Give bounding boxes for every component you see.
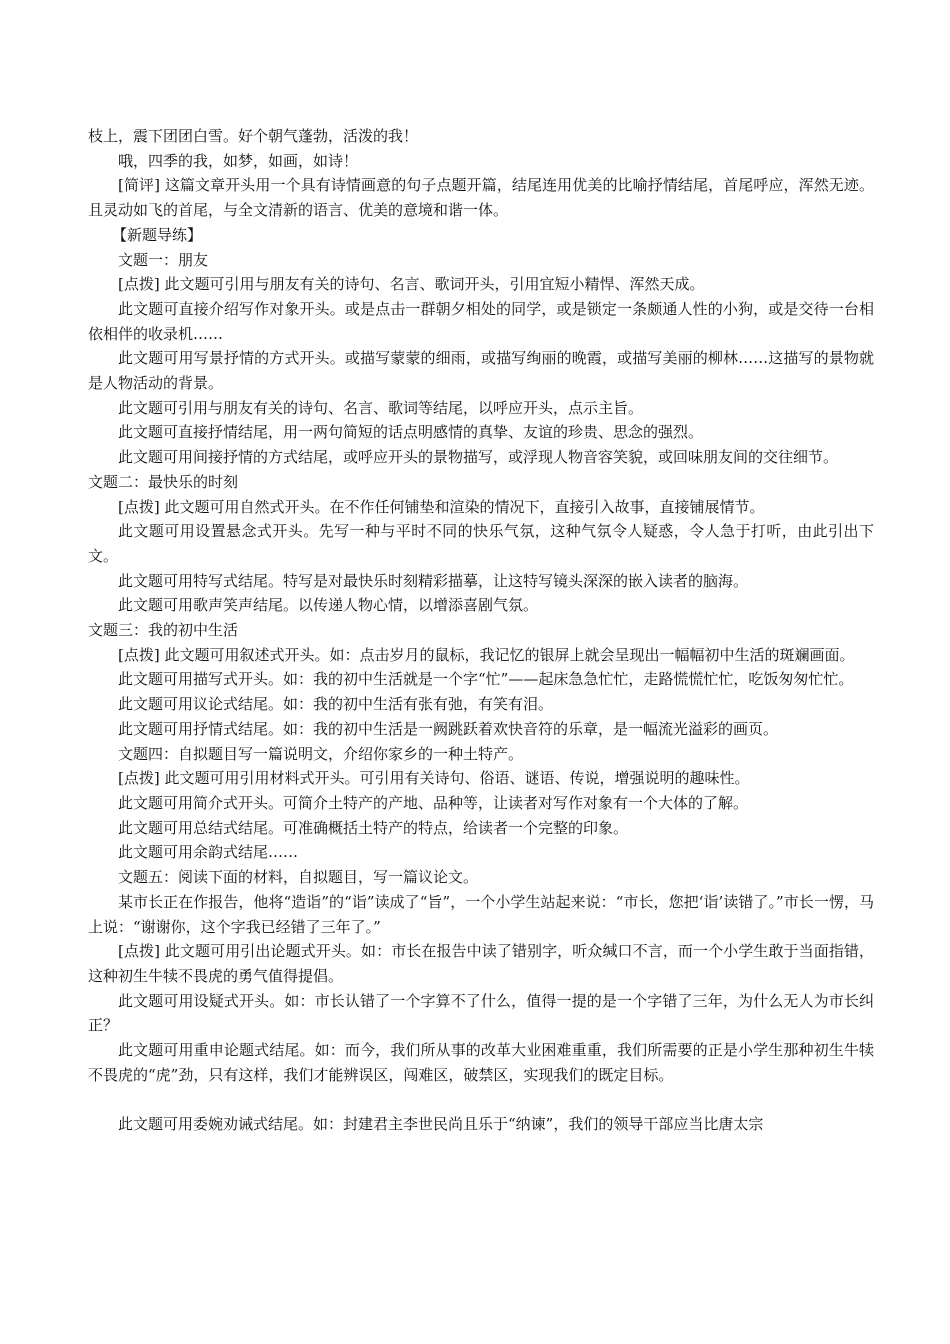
paragraph: 此文题可用委婉劝诫式结尾。如：封建君主李世民尚且乐于“纳谏”，我们的领导干部应当比唐太宗 [118, 1115, 764, 1134]
paragraph: 文题四：自拟题目写一篇说明文，介绍你家乡的一种土特产。 [118, 744, 524, 763]
paragraph: 哦，四季的我，如梦，如画，如诗！ [118, 151, 359, 170]
paragraph: 此文题可用抒情式结尾。如：我的初中生活是一阙跳跃着欢快音符的乐章，是一幅流光溢彩的画页。 [118, 719, 779, 738]
paragraph: [简评] 这篇文章开头用一个具有诗情画意的句子点题开篇，结尾连用优美的比喻抒情结尾，首尾呼应，浑然无迹。且灵动如飞的首尾，与全文清新的语言、优美的意境和谐一体。 [88, 176, 874, 220]
blank-line [88, 1087, 874, 1112]
paragraph: 此文题可用设疑式开头。如：市长认错了一个字算不了什么，值得一提的是一个字错了三年，为什么无人为市长纠正？ [88, 991, 874, 1035]
paragraph: 此文题可引用与朋友有关的诗句、名言、歌词等结尾，以呼应开头，点示主旨。 [118, 398, 644, 417]
paragraph: 此文题可用余韵式结尾…… [118, 843, 299, 862]
paragraph: 此文题可用描写式开头。如：我的初中生活就是一个字“忙”——起床急急忙忙，走路慌慌忙忙，吃饭匆匆忙忙。 [118, 670, 854, 689]
paragraph: [点拨] 此文题可用引用材料式开头。可引用有关诗句、俗语、谜语、传说，增强说明的趣味性。 [118, 769, 750, 788]
paragraph: 此文题可用设置悬念式开头。先写一种与平时不同的快乐气氛，这种气氛令人疑惑，令人急于打听，由此引出下文。 [88, 522, 874, 565]
section-heading: 【新题导练】 [112, 225, 203, 244]
paragraph: 此文题可用特写式结尾。特写是对最快乐时刻精彩描摹，让这特写镜头深深的嵌入读者的脑海。 [118, 571, 749, 590]
paragraph: 此文题可用重申论题式结尾。如：而今，我们所从事的改革大业困难重重，我们所需要的正是小学生那种初生牛犊不畏虎的“虎”劲，只有这样，我们才能辨误区，闯难区，破禁区，实现我们的既定目标。 [88, 1041, 874, 1084]
paragraph: 此文题可用间接抒情的方式结尾，或呼应开头的景物描写，或浮现人物音容笑貌，或回味朋友间的交往细节。 [118, 448, 839, 467]
paragraph: 此文题可用议论式结尾。如：我的初中生活有张有弛，有笑有泪。 [118, 695, 554, 714]
paragraph: [点拨] 此文题可用自然式开头。在不作任何铺垫和渲染的情况下，直接引入故事，直接铺展情节。 [118, 497, 765, 516]
paragraph: 文题二：最快乐的时刻 [88, 472, 239, 491]
paragraph: 文题五：阅读下面的材料，自拟题目，写一篇议论文。 [118, 868, 479, 887]
paragraph: 文题一：朋友 [118, 250, 209, 269]
document-body [88, 124, 874, 1137]
paragraph: 枝上，震下团团白雪。好个朝气蓬勃，活泼的我！ [88, 127, 419, 145]
paragraph: 此文题可直接介绍写作对象开头。或是点击一群朝夕相处的同学，或是锁定一条颇通人性的小狗，或是交待一台相依相伴的收录机…… [88, 299, 874, 343]
paragraph: 某市长正在作报告，他将“造诣”的“诣”读成了“旨”，一个小学生站起来说：“市长，您把‘诣’读错了。”市长一愣，马上说：“谢谢你，这个字我已经错了三年了。” [88, 892, 874, 936]
paragraph: [点拨] 此文题可用引出论题式开头。如：市长在报告中读了错别字，听众缄口不言，而一个小学生敢于当面指错，这种初生牛犊不畏虎的勇气值得提倡。 [88, 942, 874, 985]
paragraph: 此文题可用总结式结尾。可准确概括土特产的特点，给读者一个完整的印象。 [118, 818, 629, 837]
paragraph: 文题三：我的初中生活 [88, 621, 239, 640]
paragraph: [点拨] 此文题可引用与朋友有关的诗句、名言、歌词开头，引用宜短小精悍、浑然天成。 [118, 275, 705, 294]
paragraph: 此文题可用简介式开头。可简介土特产的产地、品种等，让读者对写作对象有一个大体的了解。 [118, 793, 749, 812]
paragraph: 此文题可用歌声笑声结尾。以传递人物心情，以增添喜剧气氛。 [118, 596, 539, 615]
paragraph: 此文题可直接抒情结尾，用一两句简短的话点明感情的真挚、友谊的珍贵、思念的强烈。 [118, 423, 704, 442]
paragraph: 此文题可用写景抒情的方式开头。或描写蒙蒙的细雨，或描写绚丽的晚霞，或描写美丽的柳林……这描写的景物就是人物活动的背景。 [88, 349, 874, 393]
paragraph: [点拨] 此文题可用叙述式开头。如：点击岁月的鼠标，我记忆的银屏上就会呈现出一幅幅初中生活的斑斓画面。 [118, 645, 855, 664]
